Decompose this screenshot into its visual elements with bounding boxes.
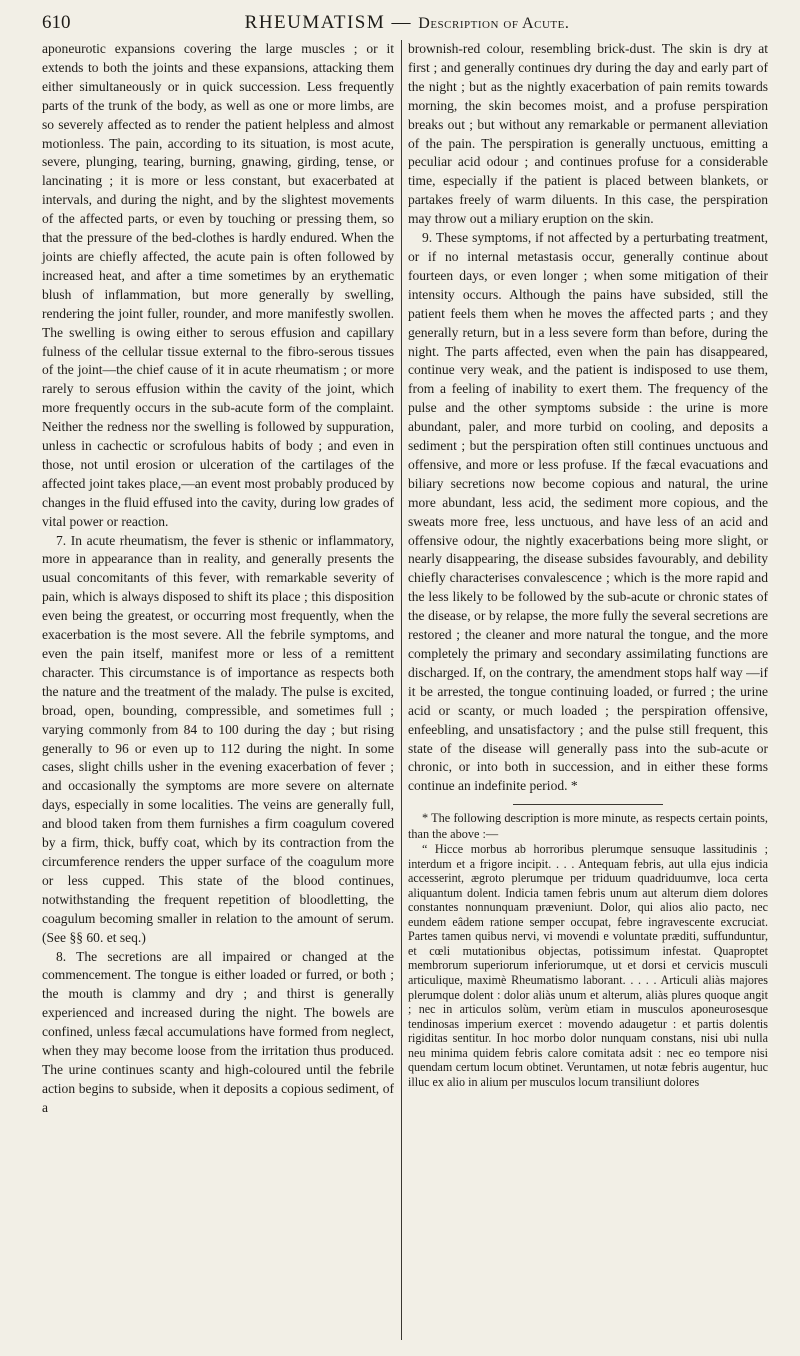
paragraph: 8. The secretions are all impaired or changed at the commencement. The tongue is either loaded or furred, or both ; the mouth is clammy and dry ; and thirst is generally experienced and increased during the night. The bowels are confined, unless fæcal accumulations have formed from neglect, when they may become loose from the irritation thus produced. The urine continues scanty and high-coloured until the febrile action begins to subside, when it deposits a copious sediment, of a — [42, 948, 394, 1115]
left-column — [42, 40, 394, 1118]
footnote-divider — [513, 804, 663, 805]
column-divider — [401, 40, 402, 1340]
running-title — [42, 12, 772, 34]
running-title-main: RHEUMATISM — — [244, 12, 413, 33]
paragraph: 7. In acute rheumatism, the fever is sthenic or inflammatory, more in appearance than in reality, and generally presents the usual concomitants of this fever, with remarkable severity of pain, which is always disposed to shift its place ; this disposition even being the greatest, or occurring most frequently, when the exacerbation is the most severe. All the febrile symptoms, and even the pain itself, manifest more or less of a remittent character. This circumstance is of importance as respects both the nature and the treatment of the malady. The pulse is excited, broad, open, bounding, compressible, and sometimes full ; varying commonly from 84 to 100 during the day ; but rising generally to 96 or even up to 112 during the night. In some cases, slight chills usher in the evening exacerbation of fever ; and occasionally the symptoms are more severe on alternate days, especially in some localities. The veins are generally full, and blood taken from them furnishes a firm coagulum covered by a firm, thick, buffy coat, which by its contraction from the circumference renders the upper surface of the coagulum more or less cupped. This state of the blood continues, notwithstanding the frequent repetition of bloodletting, the coagulum becoming smaller in relation to the amount of serum. (See §§ 60. et seq.) — [42, 532, 394, 945]
paragraph: brownish-red colour, resembling brick-dust. The skin is dry at first ; and generally continues dry during the day and early part of the night ; but as the nightly exacerbation of pain remits towards morning, the skin becomes moist, and a profuse perspiration breaks out ; but without any remarkable or permanent alleviation of the pain. The perspiration is generally unctuous, emitting a peculiar acid odour ; and continues profuse for a considerable time, especially if the patient is placed between blankets, or partakes freely of warm diluents. In this case, the perspiration may throw out a miliary eruption on the skin. — [408, 41, 768, 227]
footnote-intro: * The following description is more minute, as respects certain points, than the above :— — [408, 811, 768, 841]
page-number: 610 — [42, 12, 71, 33]
paragraph: aponeurotic expansions covering the large muscles ; or it extends to both the joints and these expansions, attacking them either simultaneously or in quick succession. Less frequently parts of the trunk of the body, as well as one or more limbs, are so severely affected as to render the patient helpless and almost motionless. The pain, according to its situation, is most acute, severe, plunging, tearing, burning, gnawing, girding, tense, or lancinating ; it is more or less constant, but exacerbated at intervals, and during the night, and by the slightest movements of the affected parts, or even by touching or pressing them, so that the pressure of the bed-clothes is hardly endured. When the joints are chiefly affected, the acute pain is often followed by increased heat, and after a time sometimes by an erythematic blush of inflammation, but more generally by swelling, rendering the joint fuller, rounder, and more manifestly swollen. The swelling is owing either to serous effusion and capillary fulness of the cellular tissue external to the fibro-serous tissues of the joint—the chief cause of it in acute rheumatism ; or more rarely to serous effusion within the cavity of the joint, which more frequently occurs in the sub-acute form of the complaint. Neither the redness nor the swelling is followed by suppuration, unless in cachectic or scrofulous habits of body ; and even in those, not until erosion or ulceration of the cartilages of the affected joint takes place,—an event most probably produced by changes in the fluid effused into the cavity, during low grades of vital power or reaction. — [42, 41, 394, 529]
running-header — [42, 8, 772, 38]
paragraph: 9. These symptoms, if not affected by a perturbating treatment, or if no internal metastasis occur, generally continue about fourteen days, or even longer ; when some mitigation of their intensity occurs. Although the pains have subsided, still the patient feels them when he moves the affected parts ; and they generally return, but in a less severe form than before, during the night. The parts affected, even when the pain has disappeared, continue very weak, and the patient is indisposed to use them, from a feeling of inability to exert them. The frequency of the pulse and the other symptoms subside : the urine is more abundant, paler, and more turbid on cooling, and deposits a sediment ; but the perspiration often still continues unctuous and offensive, and more or less profuse. If the fæcal evacuations and biliary secretions now become copious and natural, the urine more abundant, less acid, the sediment more copious, and the sweats more free, less unctuous, and have less of an acid and offensive odour, the nightly exacerbations being more slight, or nearly disappearing, the disease subsides favourably, and debility chiefly characterises convalescence ; which is the more rapid and the less likely to be followed by the sub-acute or chronic states of the disease, or by relapse, the more fully the several secretions are restored ; the cleaner and more natural the tongue, and the more completely the primary and secondary assimilating functions are discharged. If, on the contrary, the amendment stops half way —if it be arrested, the tongue continuing loaded, or furred ; the urine acid or scanty, or much loaded ; the perspiration offensive, enfeebling, and unsatisfactory ; and the pulse still frequent, this state of the disease will generally pass into the sub-acute or chronic, or into both in succession, and in either these forms continue an indefinite period. * — [408, 230, 768, 794]
right-column — [408, 40, 768, 1089]
footnote-latin-quote: “ Hicce morbus ab horroribus plerumque sensuque lassitudinis ; interdum et a frigore incipit. . . . Antequam febris, aut ulla ejus indicia accesserint, ægroto plerumque per triduum quadriduumve, loca certa aliquantum dolent. Indicia tamen febris unum aut alterum diem dolores constantes nonnunquam præveniunt. Dolor, qui alios alio pacto, nec eundem eâdem ratione semper occupat, febre ingravescente excruciat. Partes tamen quibus nervi, vi movendi e voluntate præditi, suffunduntur, et cœli mutationibus objectas, potissimum infestat. Quaproptet membrorum superiorum inferiorumque, ut et dorsi et cervicis musculi articulique, maximè Rheumatismo laborant. . . . . Articuli aliàs majores plerumque dolent : dolor aliàs unum et alterum, aliàs plures quoque angit ; nec in articulos solùm, verùm etiam in musculos aponeurosesque tendinosas imperium exercet : movendo adaugetur : et partis dolentis rigiditas sentitur. In hoc morbo dolor nunquam constans, nisi ubi nulla neu minima quidem febris calore comitata adsit : nec eo tempore nisi quendam certum locum obtinet. Veruntamen, ut notæ febris augentur, huc illuc ex alio in alium per musculos locum transiliunt dolores — [408, 842, 768, 1089]
running-title-sub: Description of Acute. — [418, 15, 570, 32]
footnote — [408, 811, 768, 1089]
